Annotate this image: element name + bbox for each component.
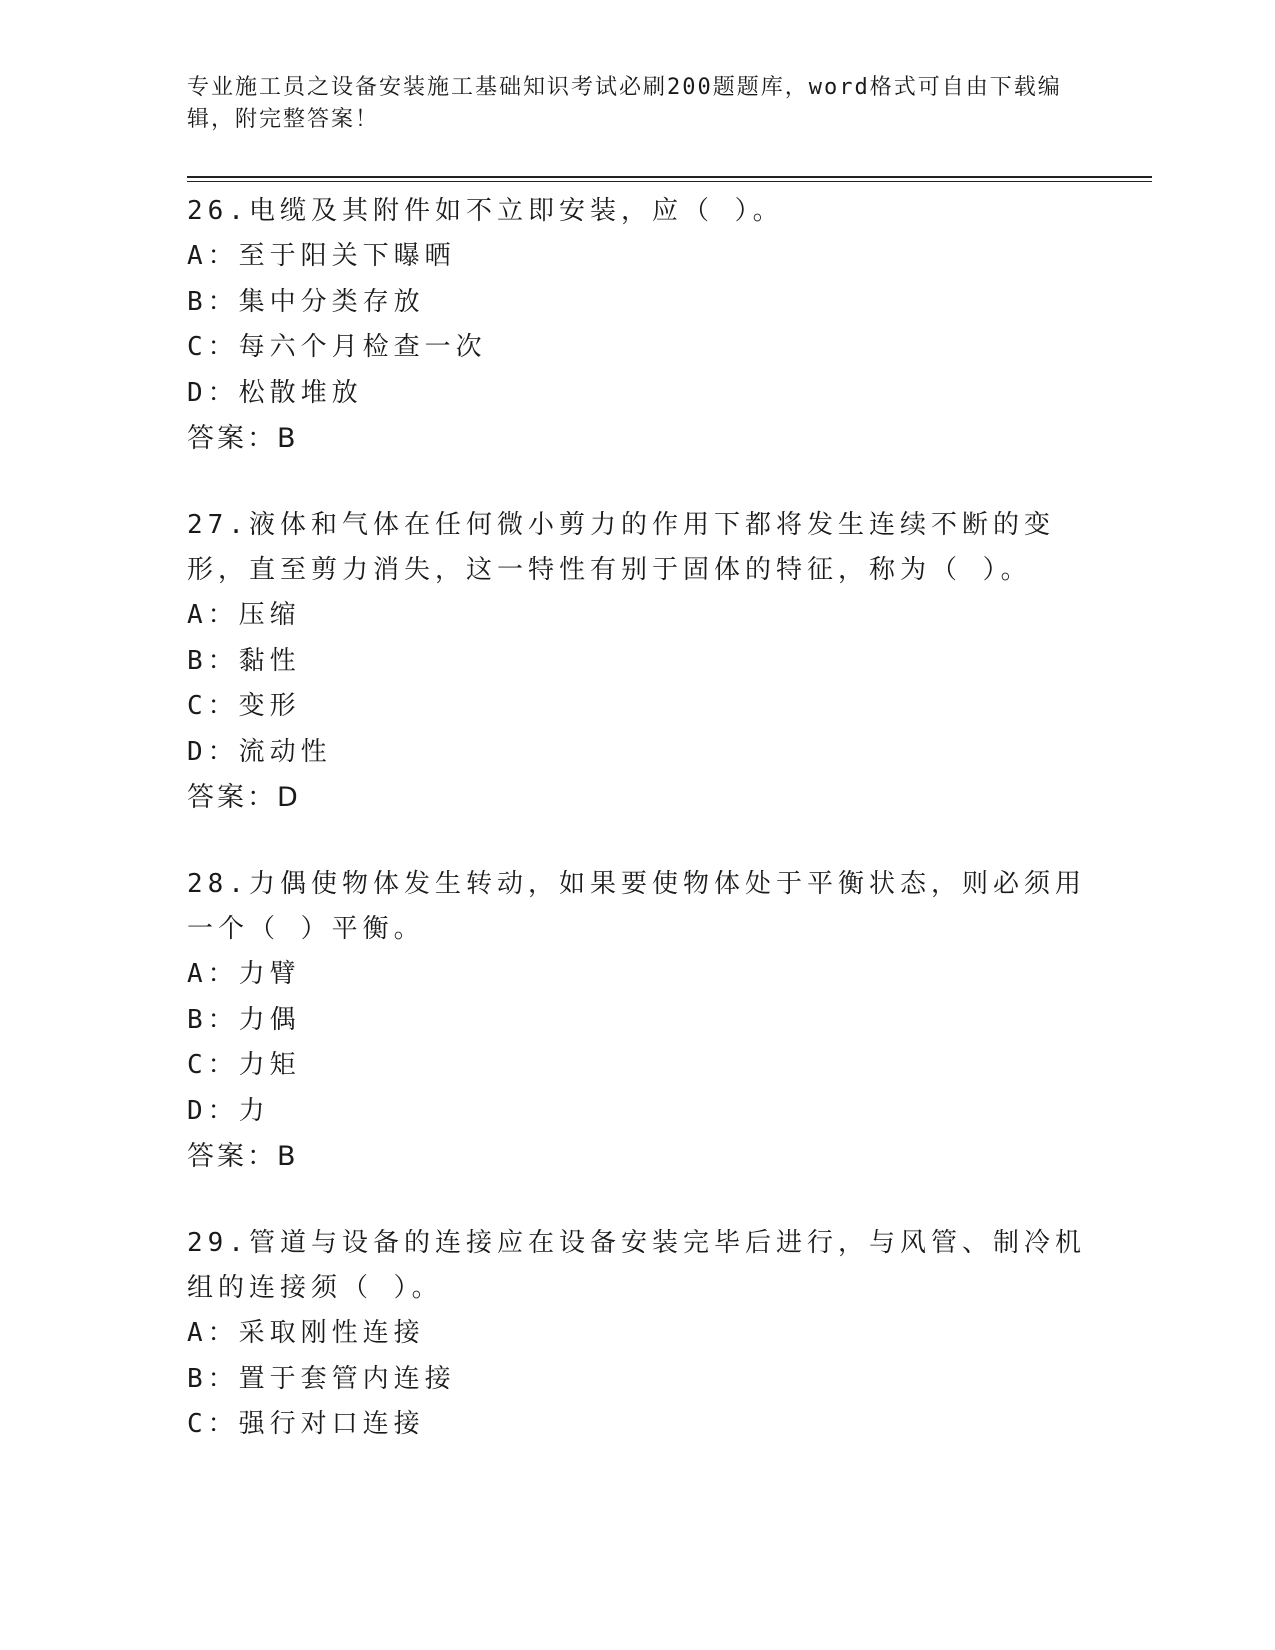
question-text: 26.电缆及其附件如不立即安装，应（ ）。	[187, 196, 784, 226]
option-c: C：强行对口连接	[187, 1409, 425, 1439]
question-29	[187, 1221, 1087, 1448]
question-text: 27.液体和气体在任何微小剪力的作用下都将发生连续不断的变形，直至剪力消失，这一特性有别于固体的特征，称为（ ）。	[187, 510, 1055, 585]
option-c: C：力矩	[187, 1050, 301, 1080]
option-b: B：集中分类存放	[187, 286, 425, 317]
option-b: B：黏性	[187, 645, 301, 676]
question-28	[187, 862, 1087, 1179]
header-divider-thick	[187, 176, 1152, 178]
option-d: D：力	[187, 1095, 270, 1126]
question-26	[187, 189, 1087, 461]
document-header: 专业施工员之设备安装施工基础知识考试必刷200题题库，word格式可自由下载编辑，附完整答案！	[187, 75, 1062, 132]
question-text: 29.管道与设备的连接应在设备安装完毕后进行，与风管、制冷机组的连接须（ ）。	[187, 1228, 1086, 1303]
option-a: A：采取刚性连接	[187, 1318, 425, 1348]
option-c: C：变形	[187, 691, 301, 721]
option-c: C：每六个月检查一次	[187, 332, 487, 362]
option-a: A：压缩	[187, 600, 301, 630]
option-d: D：流动性	[187, 736, 332, 767]
question-list	[187, 189, 1087, 1490]
option-b: B：力偶	[187, 1004, 301, 1035]
answer-line: 答案：D	[187, 782, 301, 813]
option-d: D：松散堆放	[187, 377, 363, 408]
question-27	[187, 503, 1087, 820]
option-a: A：力臂	[187, 959, 301, 989]
header-divider-thin	[187, 181, 1152, 182]
option-b: B：置于套管内连接	[187, 1363, 456, 1394]
question-text: 28.力偶使物体发生转动，如果要使物体处于平衡状态，则必须用一个（ ）平衡。	[187, 869, 1086, 944]
answer-line: 答案：B	[187, 1141, 299, 1172]
answer-line: 答案：B	[187, 423, 299, 454]
option-a: A：至于阳关下曝晒	[187, 241, 456, 271]
